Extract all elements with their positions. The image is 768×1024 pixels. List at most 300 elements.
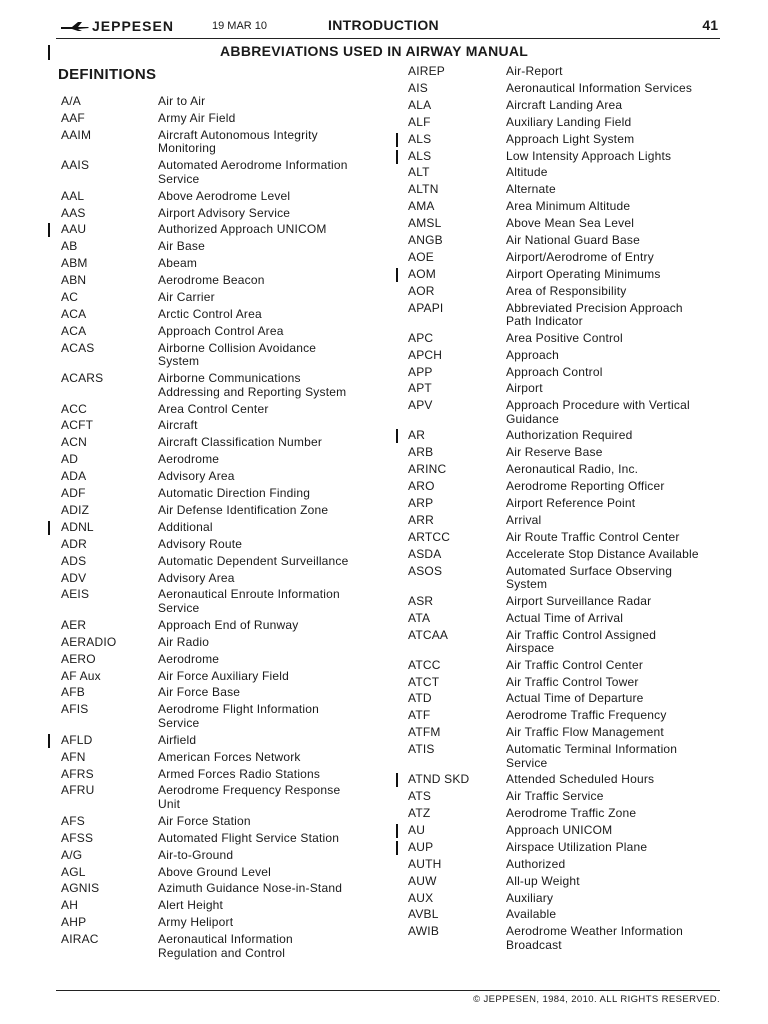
definition-line: Air National Guard Base	[506, 233, 640, 247]
abbreviation-definition	[158, 308, 262, 322]
definition-line: Path Indicator	[506, 314, 583, 329]
abbreviation-term: ABN	[61, 273, 87, 288]
definition-line: Automatic Direction Finding	[158, 486, 311, 500]
definition-line: Air Traffic Control Assigned	[506, 627, 657, 642]
definition-line: Approach Procedure with Vertical	[506, 398, 690, 413]
abbreviation-term: ATA	[408, 610, 431, 625]
abbreviation-definition	[506, 612, 623, 626]
abbreviation-term: AIRAC	[61, 932, 99, 947]
definition-line: Additional	[158, 519, 213, 534]
section-title: INTRODUCTION	[328, 17, 439, 33]
definition-line: American Forces Network	[158, 749, 301, 764]
abbreviation-term: ACC	[61, 401, 87, 416]
abbreviation-term: AUX	[408, 890, 434, 905]
abbreviation-definition	[506, 824, 612, 838]
abbreviation-definition	[506, 709, 667, 723]
definition-line: Aerodrome Flight Information	[158, 702, 320, 717]
revision-date: 19 MAR 10	[212, 20, 268, 32]
abbreviation-definition	[158, 619, 298, 633]
definition-line: Aerodrome Frequency Response	[158, 783, 341, 798]
change-bar	[48, 45, 50, 60]
definition-line: Approach UNICOM	[506, 822, 613, 837]
abbreviation-definition	[158, 572, 235, 586]
abbreviation-term: ACA	[61, 323, 87, 338]
definition-line: Guidance	[506, 411, 559, 426]
abbreviation-term: ATCAA	[408, 627, 449, 642]
abbreviation-definition	[506, 302, 683, 329]
definition-line: Approach	[506, 347, 559, 362]
abbreviation-term: AAIM	[61, 127, 92, 142]
definition-line: Aircraft Autonomous Integrity	[158, 127, 318, 142]
abbreviation-definition	[506, 366, 603, 380]
definition-line: Airport Advisory Service	[158, 205, 291, 220]
abbreviation-definition	[506, 629, 656, 656]
definition-line: Alert Height	[158, 898, 224, 913]
abbreviation-term: ASDA	[408, 546, 442, 561]
copyright: © JEPPESEN, 1984, 2010. ALL RIGHTS RESERVED.	[473, 994, 720, 1005]
abbreviation-definition	[158, 504, 328, 518]
abbreviation-term: ARP	[408, 496, 434, 510]
abbreviation-definition	[506, 349, 559, 363]
abbreviation-definition	[158, 95, 205, 109]
abbreviation-definition	[158, 207, 290, 221]
abbreviation-term: ATFM	[408, 725, 441, 740]
footer-rule	[56, 990, 720, 991]
abbreviation-term: ADF	[61, 486, 86, 500]
abbreviation-term: AGL	[61, 864, 86, 879]
abbreviation-definition	[506, 595, 651, 609]
abbreviation-definition	[506, 548, 699, 562]
definition-line: Accelerate Stop Distance Available	[506, 546, 699, 561]
definition-line: Arrival	[506, 512, 542, 527]
abbreviation-term: ALTN	[408, 182, 439, 197]
definition-line: Addressing and Reporting System	[158, 384, 347, 399]
definition-line: Service	[158, 600, 200, 615]
definition-line: Airport	[506, 381, 543, 396]
abbreviation-term: AFS	[61, 813, 85, 828]
abbreviation-definition	[158, 372, 346, 399]
definition-line: Automated Flight Service Station	[158, 830, 340, 845]
abbreviation-term: AH	[61, 898, 79, 913]
definition-line: Authorized Approach UNICOM	[158, 222, 327, 237]
change-bar	[396, 133, 398, 147]
abbreviation-definition	[158, 686, 240, 700]
abbreviation-definition	[506, 268, 661, 282]
definition-line: Regulation and Control	[158, 945, 286, 960]
abbreviation-term: ADV	[61, 570, 87, 585]
abbreviation-definition	[506, 183, 556, 197]
abbreviation-definition	[158, 784, 340, 811]
abbreviation-definition	[506, 807, 636, 821]
definition-line: Approach Light System	[506, 131, 635, 146]
abbreviation-definition	[158, 159, 348, 186]
abbreviation-definition	[158, 129, 318, 156]
definition-line: Advisory Area	[158, 469, 235, 484]
abbreviation-definition	[506, 251, 654, 265]
abbreviation-term: AOM	[408, 266, 436, 281]
abbreviation-term: AFRS	[61, 766, 94, 781]
abbreviation-definition	[506, 82, 692, 96]
abbreviation-term: ALA	[408, 97, 432, 112]
abbreviation-definition	[158, 866, 271, 880]
definition-line: Above Mean Sea Level	[506, 216, 635, 231]
change-bar	[396, 773, 398, 787]
definition-line: Advisory Route	[158, 536, 243, 551]
abbreviation-definition	[158, 291, 215, 305]
definition-line: Auxiliary Landing Field	[506, 114, 632, 129]
definition-line: Service	[506, 755, 548, 770]
change-bar	[48, 734, 50, 748]
definition-line: Approach Control	[506, 364, 603, 379]
abbreviation-definition	[158, 933, 293, 960]
definition-line: Available	[506, 907, 557, 922]
abbreviation-term: ASR	[408, 593, 434, 608]
abbreviation-term: AFRU	[61, 783, 95, 798]
abbreviation-term: ACA	[61, 306, 87, 321]
definition-line: Monitoring	[158, 141, 217, 156]
abbreviation-term: AFB	[61, 685, 85, 700]
definition-line: Air Traffic Flow Management	[506, 725, 664, 740]
abbreviation-definition	[158, 734, 196, 748]
abbreviation-definition	[158, 240, 205, 254]
abbreviation-term: AAS	[61, 205, 86, 220]
definition-line: Air-to-Ground	[158, 847, 234, 862]
definition-line: Air Traffic Control Tower	[506, 674, 639, 689]
abbreviation-term: AMA	[408, 199, 435, 214]
definition-line: Air Carrier	[158, 290, 215, 304]
definition-line: Automatic Terminal Information	[506, 742, 678, 757]
definition-line: Aerodrome Traffic Zone	[506, 806, 637, 820]
abbreviation-term: AEIS	[61, 587, 90, 602]
abbreviation-definition	[158, 257, 197, 271]
abbreviation-definition	[158, 832, 339, 846]
definition-line: Air-Report	[506, 64, 563, 78]
change-bar	[396, 150, 398, 164]
definition-line: Airspace Utilization Plane	[506, 839, 648, 854]
abbreviation-definition	[506, 531, 680, 545]
abbreviation-definition	[506, 285, 626, 299]
definition-line: Air Radio	[158, 634, 210, 649]
abbreviation-term: ADS	[61, 553, 87, 568]
definition-line: Altitude	[506, 165, 548, 180]
definition-line: Aircraft Classification Number	[158, 435, 323, 450]
definition-line: Automated Surface Observing	[506, 563, 673, 578]
abbreviation-definition	[506, 217, 634, 231]
abbreviation-term: AGNIS	[61, 881, 100, 896]
abbreviation-term: AFLD	[61, 732, 93, 747]
abbreviation-term: AAIS	[61, 158, 90, 173]
abbreviation-term: ADNL	[61, 519, 94, 534]
abbreviation-definition	[506, 790, 604, 804]
abbreviation-definition	[158, 342, 316, 369]
abbreviation-term: ALT	[408, 165, 430, 180]
abbreviation-definition	[158, 703, 319, 730]
abbreviation-definition	[506, 743, 677, 770]
abbreviation-term: ATND SKD	[408, 772, 470, 787]
abbreviation-term: ARR	[408, 512, 434, 527]
abbreviation-definition	[506, 463, 638, 477]
abbreviation-term: ADIZ	[61, 502, 90, 517]
abbreviation-term: AAL	[61, 188, 85, 203]
definition-line: Area of Responsibility	[506, 283, 627, 298]
abbreviation-term: ADR	[61, 536, 87, 551]
abbreviation-definition	[158, 636, 209, 650]
definition-line: Aeronautical Radio, Inc.	[506, 462, 639, 477]
abbreviation-term: AAU	[61, 222, 87, 237]
definition-line: Area Control Center	[158, 401, 269, 416]
definition-line: System	[158, 354, 200, 369]
abbreviation-term: ABM	[61, 256, 88, 271]
definition-line: Arctic Control Area	[158, 306, 262, 321]
change-bar	[396, 268, 398, 282]
abbreviation-definition	[506, 892, 553, 906]
abbreviation-term: AU	[408, 822, 426, 837]
definition-line: Approach End of Runway	[158, 617, 299, 632]
definition-line: Airfield	[158, 732, 197, 747]
abbreviation-definition	[506, 908, 556, 922]
abbreviation-term: ASOS	[408, 563, 443, 578]
abbreviation-definition	[506, 332, 623, 346]
abbreviation-term: AVBL	[408, 907, 439, 922]
abbreviation-definition	[158, 223, 327, 237]
logo-text: JEPPESEN	[92, 18, 174, 34]
abbreviation-term: AUW	[408, 873, 437, 888]
page-number: 41	[702, 17, 718, 33]
definition-line: Airport Surveillance Radar	[506, 593, 652, 608]
definition-line: Air to Air	[158, 94, 206, 108]
definition-line: System	[506, 577, 548, 592]
abbreviation-definition	[158, 521, 213, 535]
abbreviation-definition	[506, 429, 632, 443]
abbreviation-term: AUP	[408, 839, 434, 854]
definition-line: Airborne Communications	[158, 371, 301, 386]
abbreviation-term: ATD	[408, 691, 432, 706]
abbreviation-term: APC	[408, 330, 434, 345]
abbreviation-term: ACFT	[61, 418, 94, 433]
abbreviation-definition	[506, 480, 665, 494]
abbreviation-definition	[158, 325, 284, 339]
definition-line: Aircraft	[158, 418, 198, 433]
abbreviation-definition	[158, 470, 235, 484]
change-bar	[48, 223, 50, 237]
abbreviation-term: AMSL	[408, 216, 442, 231]
abbreviation-term: ARINC	[408, 462, 447, 477]
abbreviation-term: ALS	[408, 131, 432, 146]
abbreviation-definition	[506, 99, 622, 113]
abbreviation-definition	[506, 116, 631, 130]
definition-line: Unit	[158, 796, 181, 811]
header-rule	[56, 38, 720, 39]
abbreviation-term: APCH	[408, 347, 443, 362]
abbreviation-definition	[158, 419, 198, 433]
abbreviation-definition	[506, 166, 548, 180]
definition-line: Attended Scheduled Hours	[506, 772, 655, 787]
definition-line: Air Force Base	[158, 685, 241, 700]
abbreviation-term: AFSS	[61, 830, 94, 845]
abbreviation-definition	[158, 849, 233, 863]
abbreviation-definition	[158, 588, 340, 615]
abbreviation-definition	[506, 200, 630, 214]
definition-line: Authorized	[506, 856, 566, 871]
abbreviation-term: APP	[408, 364, 433, 379]
definition-line: Army Air Field	[158, 110, 236, 125]
change-bar	[396, 429, 398, 443]
abbreviation-term: ANGB	[408, 233, 443, 247]
abbreviation-term: AIS	[408, 80, 428, 95]
abbreviation-term: AAF	[61, 110, 85, 125]
definition-line: Aeronautical Information Services	[506, 80, 693, 95]
abbreviation-term: AERO	[61, 651, 96, 666]
abbreviation-term: AB	[61, 239, 78, 254]
change-bar	[48, 521, 50, 535]
abbreviation-definition	[158, 190, 290, 204]
abbreviation-definition	[506, 875, 580, 889]
abbreviation-definition	[506, 382, 543, 396]
definition-line: Azimuth Guidance Nose-in-Stand	[158, 881, 343, 896]
abbreviation-definition	[158, 882, 342, 896]
abbreviation-definition	[506, 133, 634, 147]
abbreviation-definition	[506, 514, 541, 528]
abbreviation-definition	[506, 497, 635, 511]
definition-line: Alternate	[506, 182, 556, 197]
abbreviation-definition	[506, 234, 640, 248]
definition-line: Air Reserve Base	[506, 445, 603, 460]
abbreviation-term: AIREP	[408, 64, 446, 78]
abbreviation-definition	[506, 399, 690, 426]
abbreviation-definition	[506, 565, 672, 592]
definition-line: Approach Control Area	[158, 323, 284, 338]
abbreviation-term: ATZ	[408, 806, 431, 820]
abbreviation-term: AER	[61, 617, 87, 632]
abbreviation-term: APAPI	[408, 300, 444, 315]
definition-line: Automatic Dependent Surveillance	[158, 553, 349, 568]
abbreviation-definition	[158, 768, 320, 782]
abbreviation-definition	[506, 925, 683, 952]
abbreviation-term: AERADIO	[61, 634, 117, 649]
definition-line: Airport/Aerodrome of Entry	[506, 249, 654, 264]
definition-line: Above Aerodrome Level	[158, 188, 291, 203]
abbreviation-term: AC	[61, 290, 79, 304]
abbreviation-definition	[506, 446, 603, 460]
definition-line: Air Route Traffic Control Center	[506, 529, 680, 544]
abbreviation-term: ARO	[408, 479, 435, 494]
definition-line: Airborne Collision Avoidance	[158, 340, 317, 355]
definition-line: Aeronautical Enroute Information	[158, 587, 340, 602]
definition-line: Air Force Auxiliary Field	[158, 668, 290, 683]
abbreviation-term: ARTCC	[408, 529, 451, 544]
definition-line: Abbreviated Precision Approach	[506, 300, 683, 315]
abbreviation-definition	[506, 726, 664, 740]
abbreviation-term: AOR	[408, 283, 435, 298]
change-bar	[396, 824, 398, 838]
abbreviation-definition	[506, 841, 647, 855]
definition-line: Aeronautical Information	[158, 932, 293, 947]
abbreviation-term: ACARS	[61, 371, 104, 386]
definition-line: Air Traffic Control Center	[506, 657, 644, 672]
abbreviation-definition	[158, 112, 235, 126]
abbreviation-term: AR	[408, 428, 426, 443]
abbreviation-term: AFIS	[61, 702, 89, 717]
definition-line: Aerodrome Reporting Officer	[506, 479, 665, 494]
definition-line: Air Force Station	[158, 813, 251, 828]
definition-line: Air Traffic Service	[506, 789, 604, 804]
abbreviation-term: ADA	[61, 469, 87, 484]
definition-line: Aerodrome	[158, 651, 220, 666]
abbreviation-definition	[506, 692, 644, 706]
definition-line: Broadcast	[506, 937, 562, 952]
definition-line: Abeam	[158, 256, 198, 271]
definition-line: Air Defense Identification Zone	[158, 502, 329, 517]
abbreviation-term: ATS	[408, 789, 432, 804]
abbreviation-term: ACN	[61, 435, 87, 450]
abbreviation-term: ATCT	[408, 674, 440, 689]
definition-line: Armed Forces Radio Stations	[158, 766, 321, 781]
abbreviation-term: AUTH	[408, 856, 442, 871]
definition-line: Advisory Area	[158, 570, 235, 585]
page-header	[56, 16, 720, 38]
abbreviation-term: AD	[61, 452, 79, 467]
abbreviation-definition	[158, 538, 242, 552]
abbreviation-term: ATCC	[408, 657, 441, 672]
definition-line: Authorization Required	[506, 428, 633, 443]
definition-line: Army Heliport	[158, 915, 234, 930]
definition-line: Airspace	[506, 641, 555, 655]
abbreviation-definition	[158, 815, 251, 829]
abbreviation-definition	[158, 436, 322, 450]
abbreviation-term: AHP	[61, 915, 87, 930]
definition-line: Airport Reference Point	[506, 496, 636, 510]
definition-line: Air Base	[158, 239, 205, 254]
page-title: ABBREVIATIONS USED IN AIRWAY MANUAL	[220, 43, 529, 59]
abbreviation-definition	[506, 676, 639, 690]
change-bar	[396, 841, 398, 855]
abbreviation-term: AOE	[408, 249, 434, 264]
abbreviation-definition	[158, 453, 219, 467]
abbreviation-definition	[158, 274, 265, 288]
jet-icon	[60, 20, 90, 32]
abbreviation-definition	[158, 899, 223, 913]
abbreviation-term: ARB	[408, 445, 434, 460]
definition-line: Automated Aerodrome Information	[158, 158, 348, 173]
definition-line: Airport Operating Minimums	[506, 266, 661, 281]
abbreviation-term: ATF	[408, 708, 431, 723]
definitions-heading: DEFINITIONS	[58, 66, 157, 83]
abbreviation-term: ALS	[408, 148, 432, 163]
abbreviation-term: AFN	[61, 749, 86, 764]
abbreviation-term: APV	[408, 398, 433, 413]
abbreviation-term: AWIB	[408, 924, 440, 939]
abbreviation-definition	[158, 670, 289, 684]
abbreviation-definition	[506, 773, 654, 787]
abbreviation-definition	[506, 150, 671, 164]
definition-line: Aircraft Landing Area	[506, 97, 623, 112]
definition-line: Service	[158, 171, 200, 186]
abbreviation-term: ALF	[408, 114, 431, 129]
definition-line: All-up Weight	[506, 873, 580, 888]
definition-line: Area Minimum Altitude	[506, 199, 631, 214]
abbreviation-definition	[506, 659, 643, 673]
definition-line: Low Intensity Approach Lights	[506, 148, 672, 163]
abbreviation-definition	[158, 916, 233, 930]
abbreviation-definition	[158, 403, 269, 417]
definition-line: Auxiliary	[506, 890, 554, 905]
abbreviation-definition	[506, 65, 563, 79]
definition-line: Actual Time of Arrival	[506, 610, 624, 625]
abbreviation-term: AF Aux	[61, 668, 101, 683]
definition-line: Service	[158, 715, 200, 730]
jeppesen-logo	[60, 18, 174, 34]
abbreviation-definition	[158, 653, 219, 667]
